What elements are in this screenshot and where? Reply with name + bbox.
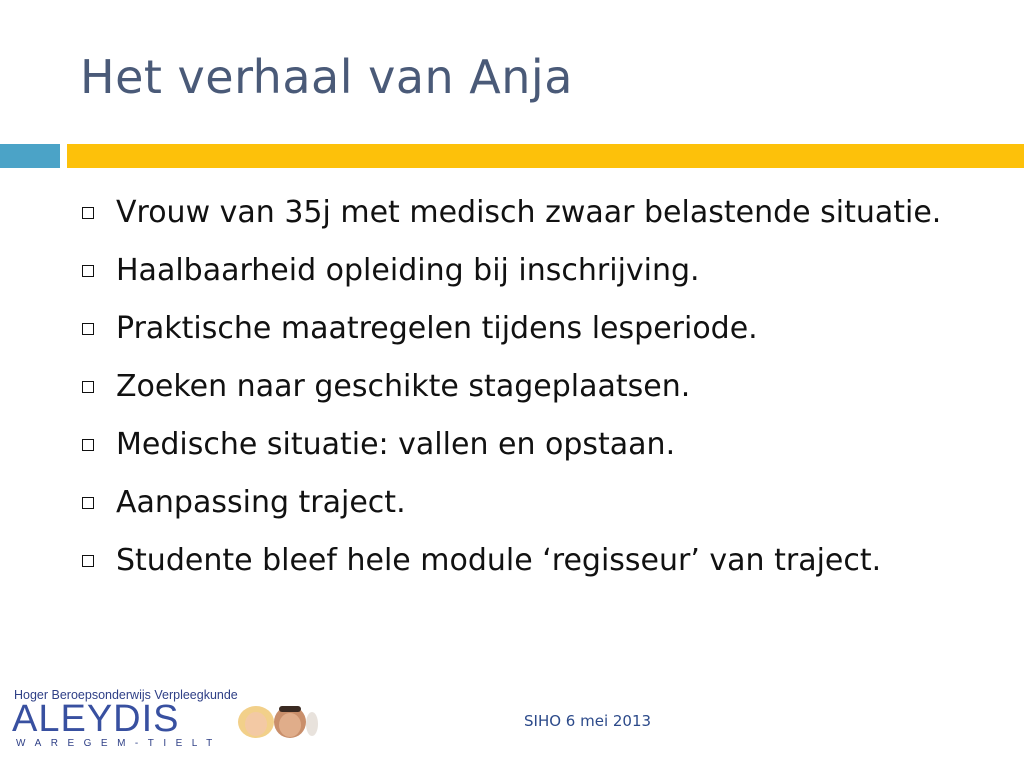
- slide-title: Het verhaal van Anja: [80, 50, 573, 104]
- bullet-item: [82, 480, 982, 526]
- square-bullet-icon: [82, 497, 94, 509]
- logo-brand: ALEYDIS: [12, 698, 180, 740]
- bullet-text: Aanpassing traject.: [116, 485, 406, 520]
- bullet-text: Studente bleef hele module ‘regisseur’ van traject.: [116, 543, 882, 578]
- bullet-item: [82, 364, 982, 410]
- bullet-text: Zoeken naar geschikte stageplaatsen.: [116, 369, 691, 404]
- square-bullet-icon: [82, 265, 94, 277]
- square-bullet-icon: [82, 439, 94, 451]
- aleydis-logo: [12, 688, 312, 752]
- logo-location: WAREGEM-TIELT: [16, 738, 222, 749]
- bullet-item: [82, 190, 982, 236]
- footer-text: SIHO 6 mei 2013: [524, 712, 652, 730]
- bullet-item: [82, 538, 982, 584]
- bullet-text: Praktische maatregelen tijdens lesperiode.: [116, 311, 758, 346]
- bullet-item: [82, 248, 982, 294]
- bullet-text: Medische situatie: vallen en opstaan.: [116, 427, 676, 462]
- square-bullet-icon: [82, 555, 94, 567]
- square-bullet-icon: [82, 323, 94, 335]
- bullet-item: [82, 306, 982, 352]
- square-bullet-icon: [82, 381, 94, 393]
- faces-photo-icon: [234, 702, 318, 738]
- accent-bar-gold: [67, 144, 1024, 168]
- bullet-text: Haalbaarheid opleiding bij inschrijving.: [116, 253, 700, 288]
- logo-tagline: Hoger Beroepsonderwijs Verpleegkunde: [14, 688, 238, 702]
- square-bullet-icon: [82, 207, 94, 219]
- bullet-text: Vrouw van 35j met medisch zwaar belastende situatie.: [116, 195, 942, 230]
- bullet-item: [82, 422, 982, 468]
- accent-bar-blue: [0, 144, 60, 168]
- bullet-list: [82, 190, 982, 596]
